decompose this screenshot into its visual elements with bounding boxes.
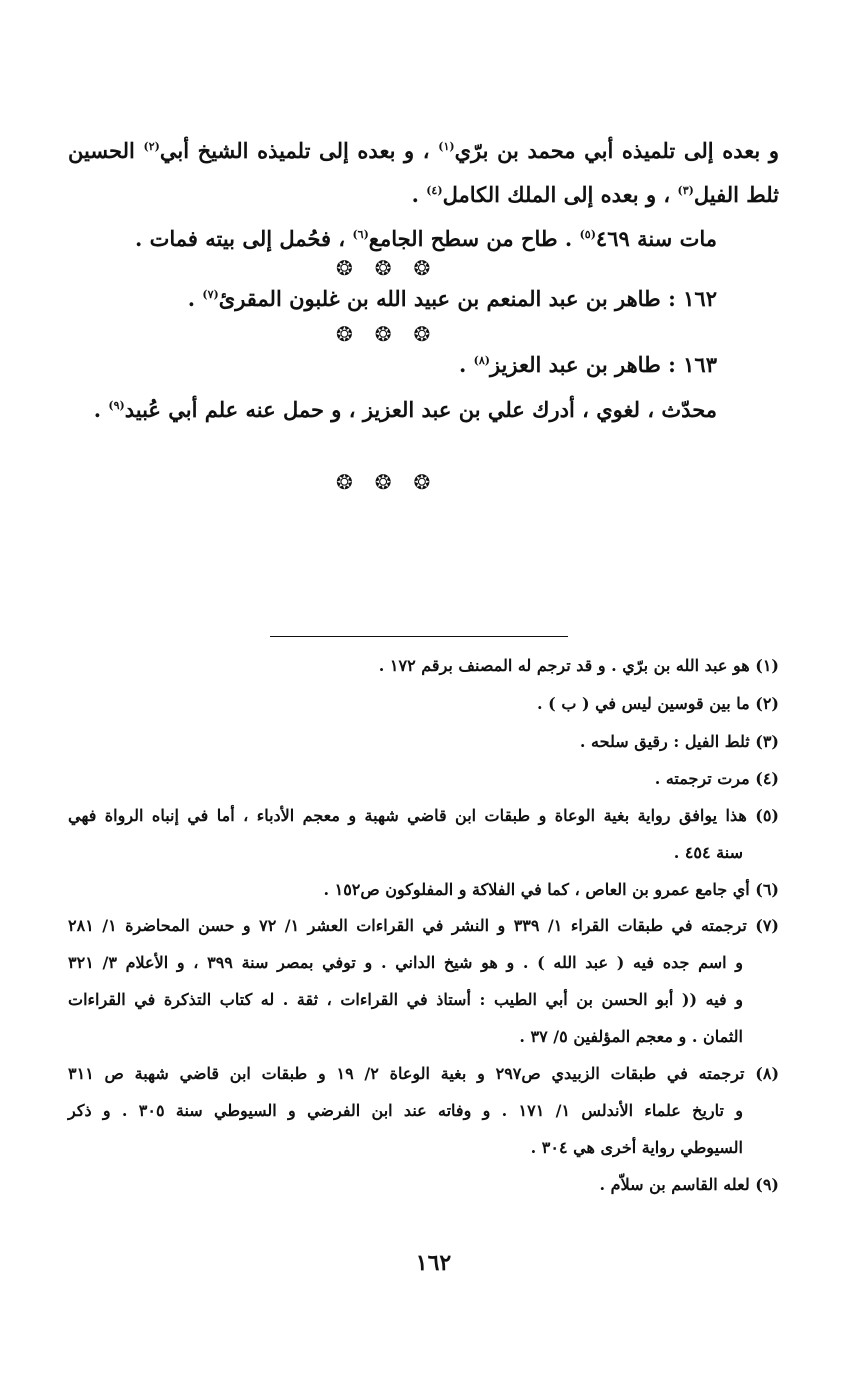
- text-line-2: [412, 182, 779, 207]
- text-segment: مات سنة ٤٦٩: [595, 226, 717, 251]
- text-line-6: [94, 397, 717, 422]
- text-segment: . طاح من سطح الجامع: [368, 226, 573, 251]
- footnote-ref-1[interactable]: (١): [438, 140, 455, 153]
- ornament-icon: ❂: [336, 256, 353, 280]
- ornament-icon: ❂: [336, 470, 353, 494]
- ornament-icon: ❂: [413, 470, 431, 494]
- footnote-8-line-2: و تاريخ علماء الأندلس ١/ ١٧١ . و وفاته عند ابن الفرضي و السيوطي سنة ٣٠٥ . و ذكر: [68, 1101, 743, 1120]
- footnote-ref-8[interactable]: (٨): [473, 354, 490, 367]
- ornament-row-3: [336, 470, 430, 494]
- text-segment: محدّث ، لغوي ، أدرك علي بن عبد العزيز ، و حمل عنه علم أبي عُبيد: [124, 397, 717, 422]
- ornament-icon: ❂: [374, 322, 392, 346]
- entry-162: [188, 286, 717, 311]
- footnote-ref-7[interactable]: (٧): [202, 288, 219, 301]
- text-segment: ، فحُمل إلى بيته فمات .: [134, 226, 346, 251]
- footnote-5-line-2: سنة ٤٥٤ .: [673, 843, 743, 862]
- text-segment: .: [458, 352, 467, 377]
- text-segment: ، و بعده إلى الملك الكامل: [442, 182, 671, 207]
- footnote-separator: [270, 636, 568, 637]
- footnote-9: (٩) لعله القاسم بن سلاّم .: [599, 1175, 779, 1194]
- footnote-3: (٣) ثلط الفيل : رقيق سلحه .: [579, 732, 779, 751]
- text-segment: .: [411, 182, 419, 207]
- ornament-icon: ❂: [374, 470, 392, 494]
- text-segment: .: [93, 397, 102, 422]
- entry-heading: ١٦٢ : طاهر بن عبد المنعم بن عبيد الله بن غلبون المقرئ: [218, 286, 717, 311]
- footnote-ref-9[interactable]: (٩): [108, 399, 125, 412]
- ornament-icon: ❂: [413, 256, 431, 280]
- ornament-icon: ❂: [336, 322, 353, 346]
- footnote-4: (٤) مرت ترجمته .: [654, 769, 779, 788]
- footnote-7-line-1: (٧) ترجمته في طبقات القراء ١/ ٣٣٩ و النشر في القراءات العشر ١/ ٧٢ و حسن المحاضرة ١/ ٢٨١: [68, 916, 779, 935]
- text-line-3: [135, 226, 717, 251]
- ornament-icon: ❂: [413, 322, 431, 346]
- footnote-ref-2[interactable]: (٢): [143, 140, 160, 153]
- entry-heading: ١٦٣ : طاهر بن عبد العزيز: [489, 352, 717, 377]
- footnote-5-line-1: (٥) هذا يوافق رواية بغية الوعاة و طبقات ابن قاضي شهبة و معجم الأدباء ، أما في إنباه الرواة فهي: [68, 806, 779, 825]
- footnote-1: (١) هو عبد الله بن برّي . و قد ترجم له المصنف برقم ١٧٢ .: [378, 656, 779, 675]
- text-segment: ثلط الفيل: [693, 182, 779, 207]
- footnote-ref-4[interactable]: (٤): [426, 184, 443, 197]
- footnote-8-line-1: (٨) ترجمته في طبقات الزبيدي ص٢٩٧ و بغية الوعاة ٢/ ١٩ و طبقات ابن قاضي شهبة ص ٣١١: [68, 1064, 780, 1083]
- text-segment: ، و بعده إلى تلميذه الشيخ أبي: [159, 138, 430, 163]
- footnote-8-line-3: السيوطي رواية أخرى هي ٣٠٤ .: [530, 1138, 743, 1157]
- footnote-ref-5[interactable]: (٥): [579, 228, 596, 241]
- footnote-7-line-2: و اسم جده فيه ( عبد الله ) . و هو شيخ الداني . و توفي بمصر سنة ٣٩٩ ، و الأعلام ٣/ ٣٢١: [68, 953, 743, 972]
- footnote-6: (٦) أي جامع عمرو بن العاص ، كما في الفلاكة و المفلوكون ص١٥٢ .: [323, 880, 779, 899]
- ornament-icon: ❂: [374, 256, 392, 280]
- page-number: ١٦٢: [415, 1250, 452, 1276]
- footnote-7-line-3: و فيه (( أبو الحسن بن أبي الطيب : أستاذ في القراءات ، ثقة . له كتاب التذكرة في القراءات: [68, 990, 743, 1009]
- ornament-row-2: [336, 322, 430, 346]
- text-line-1: [68, 138, 779, 163]
- ornament-row-1: [336, 256, 430, 280]
- text-segment: الحسين: [68, 138, 135, 163]
- footnote-ref-6[interactable]: (٦): [352, 228, 369, 241]
- entry-163: [459, 352, 717, 377]
- text-segment: و بعده إلى تلميذه أبي محمد بن برّي: [454, 138, 779, 163]
- text-segment: .: [187, 286, 196, 311]
- footnote-ref-3[interactable]: (٣): [677, 184, 694, 197]
- footnote-2: (٢) ما بين قوسين ليس في ( ب ) .: [537, 694, 779, 713]
- footnote-7-line-4: الثمان . و معجم المؤلفين ٥/ ٣٧ .: [519, 1027, 743, 1046]
